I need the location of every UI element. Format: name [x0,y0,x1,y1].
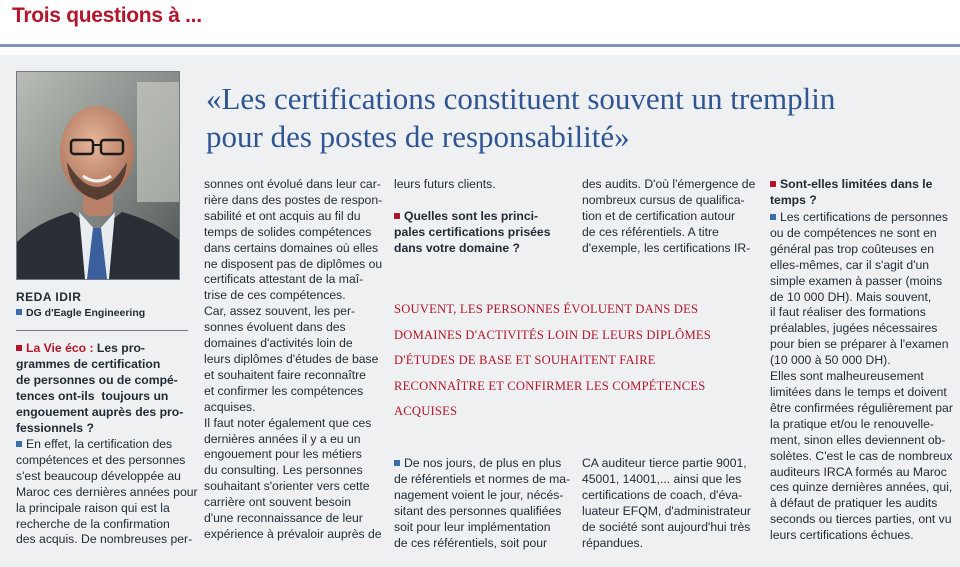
pull-quote: SOUVENT, LES PERSONNES ÉVOLUENT DANS DES DOMAINES D'ACTIVITÉS LOIN DE LEURS DIPLÔMES D'ÉTUDES DE BASE ET SOUHAITENT FAIRE RECONNAÎTRE ET CONFIRMER LES COMPÉTENCES ACQUISES [394,302,711,419]
answer-1-start [16,437,198,548]
question-1 [16,341,183,436]
question-2 [394,209,550,257]
portrait-photo [16,71,180,280]
caption-divider [16,330,188,331]
section-kicker: Trois questions à ... [12,4,202,27]
column-5-text: Les certifications de personnes ou de compétences ne sont en général pas trop coûteuses en elles-mêmes, car il s'agit d'un simple examen à passer (moins de 10 000 DH). Mais souvent, il faut réaliser des formations préalables, jugées nécessaires pour bien se préparer à l'examen (10 000 à 50 000 DH). Elles sont malheureusement limitées dans le temps et doivent être confirmées régulièrement par la pratique et/ou le renouvelle- ment, sinon elles deviennent ob- solètes. C'est le cas de nombreux auditeurs IRCA formés au Maroc ces quinze dernières années, qui, à défaut de pratiquer les audits seconds ou tierces parties, ont vu leurs certifications échues. [770,210,953,543]
interviewee-name: REDA IDIR [16,290,82,304]
bullet-icon [394,213,400,219]
question-2-text: Quelles sont les princi- pales certifications prisées dans votre domaine ? [394,209,551,255]
bullet-icon [770,181,776,187]
bullet-icon [16,345,22,351]
interviewee-role [16,307,145,319]
answer-3 [770,210,953,544]
question-3-text: Sont-elles limitées dans le temps ? [770,177,933,207]
column-3-bottom-text: De nos jours, de plus en plus de référentiels et normes de ma- nagement voient le jour, nécés- sitant des personnes qualifiées soit pour leur implémentation de ces référentiels, soit pour [394,456,571,550]
header-rule [0,44,960,47]
question-1-text: Les pro- grammes de certification de personnes ou de compé- tences ont-ils toujours un engouement auprès des pro- fessionnels ? [16,341,184,435]
column-2-text: sonnes ont évolué dans leur car- rière dans des postes de respon- sabilité et ont acquis au fil du temps de solides compétences dans certains domaines où elles ne disposent pas de diplômes ou certificats attestant de la maî- trise de ces compétences. Car, assez souvent, les per- sonnes évoluent dans des domaines d'activités loin de leurs diplômes d'études de base et souhaitent faire reconnaître et confirmer les compétences acquises. Il faut noter également que ces dernières années il y a eu un engouement pour les métiers du consulting. Les personnes souhaitant s'orienter vers cette carrière ont souvent besoin d'une reconnaissance de leur expérience à prévaloir auprès de [204,177,383,541]
bullet-icon [394,460,400,466]
question-1-prefix: La Vie éco : [26,341,94,355]
answer-2-start [394,456,570,551]
bullet-icon [16,309,22,315]
question-3 [770,177,932,209]
headline: «Les certifications constituent souvent un tremplin pour des postes de responsabilité» [206,81,836,154]
column-3-top-text: leurs futurs clients. [394,177,496,191]
portrait-illustration [17,72,179,279]
bullet-icon [770,214,776,220]
role-text: DG d'Eagle Engineering [26,307,146,319]
column-4-bottom-text: CA auditeur tierce partie 9001, 45001, 14001,... ainsi que les certifications de coach, d'éva- luateur EFQM, d'administrateur de société sont aujourd'hui très répandues. [582,456,751,550]
column-1-text: En effet, la certification des compétences et des personnes s'est beaucoup développée au Maroc ces dernières années pour la principale raison qui est la recherche de la confirmation des acquis. De nombreuses per- [16,437,198,547]
column-4-top-text: des audits. D'où l'émergence de nombreux cursus de qualifica- tion et de certification autour de ces référentiels. A titre d'exemple, les certifications IR- [582,177,756,255]
bullet-icon [16,441,22,447]
